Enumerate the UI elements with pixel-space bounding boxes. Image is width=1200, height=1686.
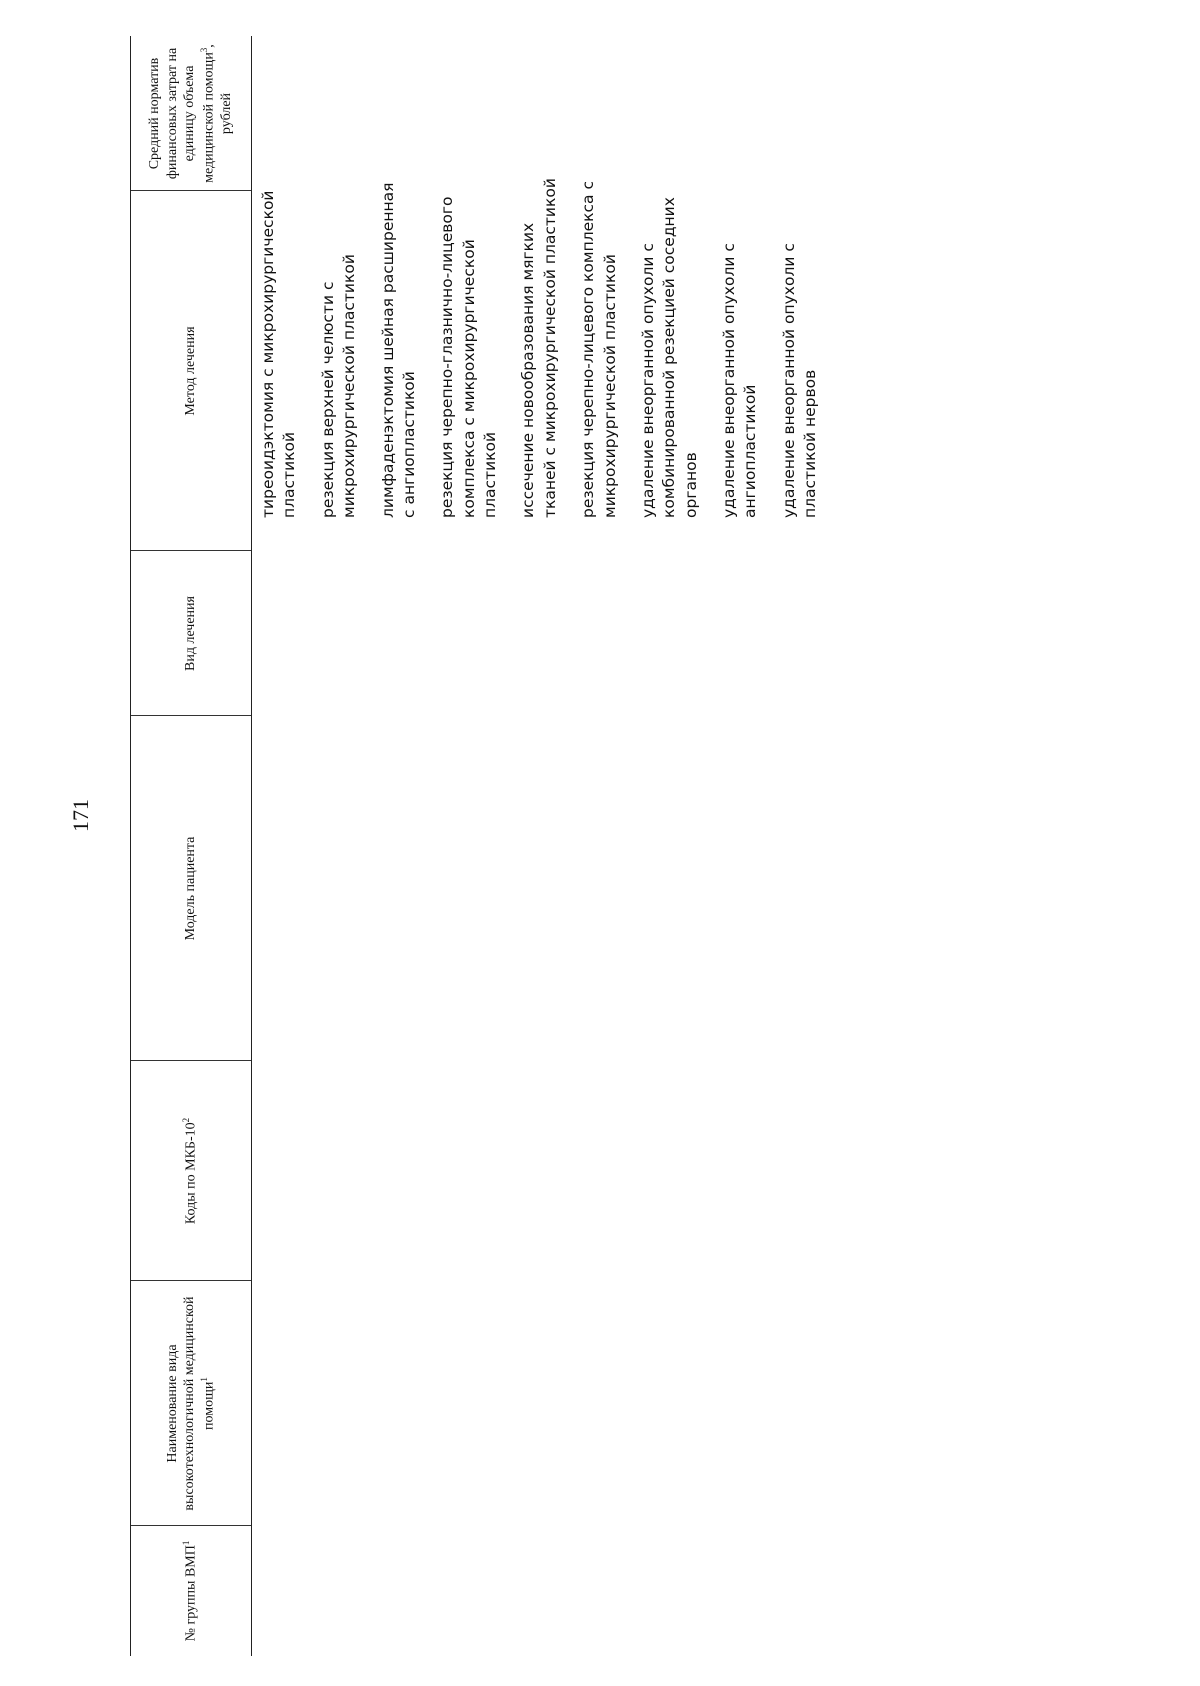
method-item: удаление внеорганной опухоли с комбинированной резекцией соседних органов xyxy=(638,197,700,518)
header-average-cost: Средний норматив финансовых затрат на единицу объема медицинской помощи$^3$, рублей xyxy=(131,36,251,191)
page-number: 171 xyxy=(68,799,93,832)
table-header-row xyxy=(130,36,252,1656)
header-patient-model: Модель пациента xyxy=(131,716,251,1061)
treatment-method-column xyxy=(258,178,839,518)
rotated-table-sheet xyxy=(130,36,1050,1656)
method-item: тиреоидэктомия с микрохирургической пластикой xyxy=(259,190,299,518)
method-item: иссечение новообразования мягких тканей с микрохирургической пластикой xyxy=(519,178,559,518)
method-item: резекция верхней челюсти с микрохирургической пластикой xyxy=(318,254,359,518)
method-item: лимфаденэктомия шейная расширенная с ангиопластикой xyxy=(378,182,418,518)
method-item: резекция черепно-лицевого комплекса с микрохирургической пластикой xyxy=(579,181,619,518)
method-item: резекция черепно-глазнично-лицевого комплекса с микрохирургической пластикой xyxy=(438,196,499,518)
method-item: удаление внеорганной опухоли с ангиопластикой xyxy=(720,243,760,518)
header-icd-codes: Коды по МКБ-$10^2$ xyxy=(131,1061,251,1281)
header-treatment-type: Вид лечения xyxy=(131,551,251,716)
header-group-number: № группы ВМП$^1$ xyxy=(181,1540,200,1642)
header-treatment-method: Метод лечения xyxy=(131,191,251,551)
header-care-name: Наименование вида высокотехнологичной медицинской помощи$^1$ xyxy=(131,1281,251,1526)
method-item: удаление внеорганной опухоли с пластикой нервов xyxy=(779,243,820,518)
